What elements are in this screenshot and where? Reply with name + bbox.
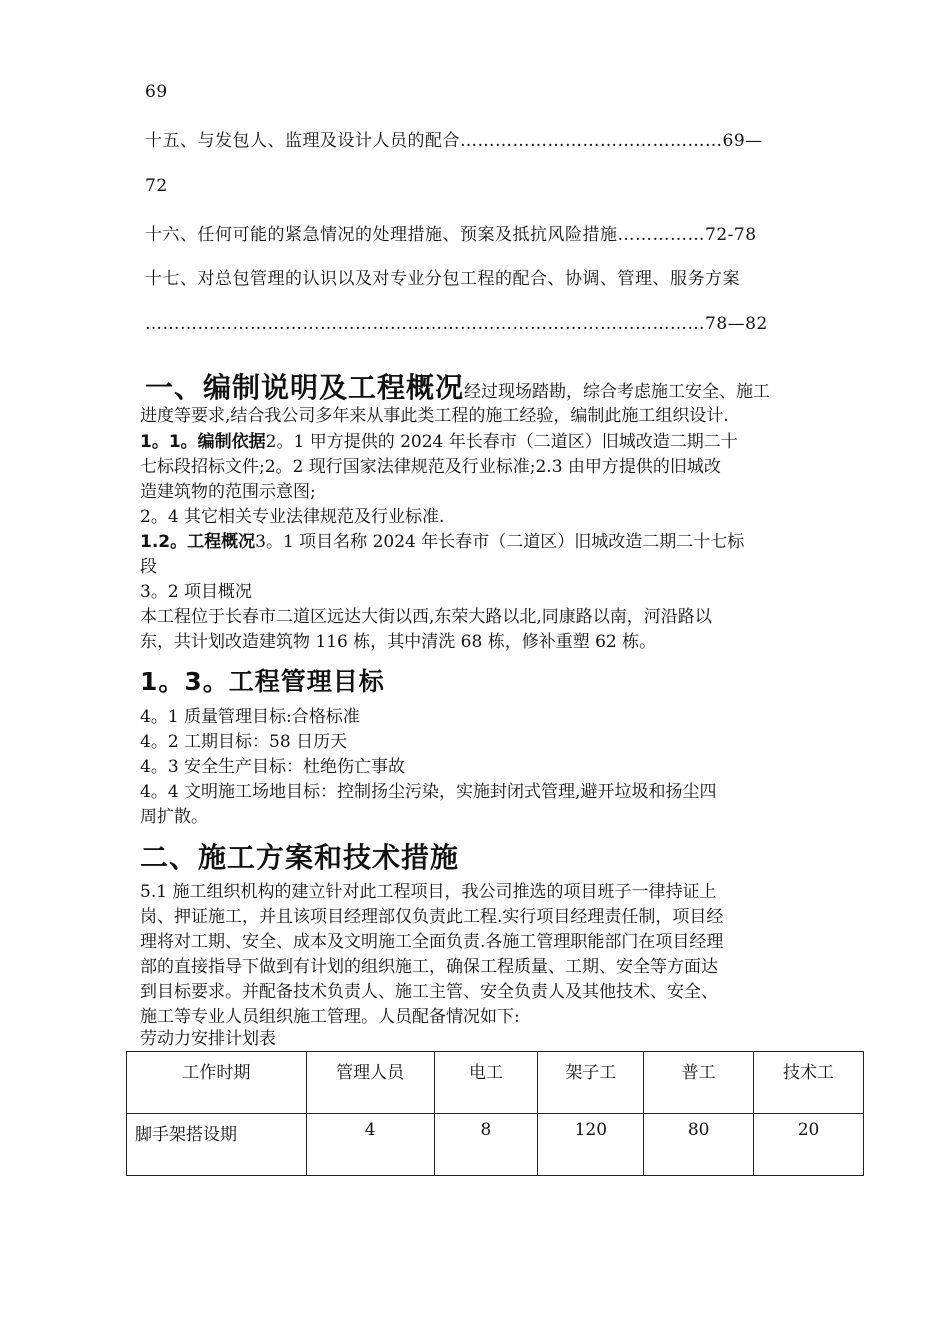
body-line: 4。1 质量管理目标:合格标准 (140, 707, 360, 727)
toc-line: 十六、任何可能的紧急情况的处理措施、预案及抵抗风险措施……………72-78 (145, 225, 757, 245)
toc-line: 十七、对总包管理的认识以及对专业分包工程的配合、协调、管理、服务方案 (145, 269, 740, 289)
toc-line: 72 (145, 176, 168, 196)
table-header-cell: 技术工 (754, 1052, 864, 1114)
body-line: 施工等专业人员组织施工管理。人员配备情况如下: (140, 1007, 520, 1027)
toc-line: 十五、与发包人、监理及设计人员的配合………………………………………69— (145, 131, 763, 151)
body-line: 岗、押证施工，并且该项目经理部仅负责此工程.实行项目经理责任制，项目经 (140, 907, 724, 927)
body-line: 4。2 工期目标：58 日历天 (140, 732, 348, 752)
table-cell: 4 (306, 1114, 434, 1176)
basis-row (140, 430, 738, 454)
table-cell: 120 (538, 1114, 644, 1176)
toc-line: 69 (145, 82, 168, 102)
body-text: 2。1 甲方提供的 2024 年长春市（二道区）旧城改造二期二十 (265, 432, 738, 452)
table-header-cell: 工作时期 (127, 1052, 307, 1114)
body-line: 东，共计划改造建筑物 116 栋，其中清洗 68 栋，修补重塑 62 栋。 (140, 632, 657, 652)
table-cell: 80 (644, 1114, 754, 1176)
section-heading: 二、施工方案和技术措施 (140, 841, 460, 874)
table-row (127, 1114, 864, 1176)
body-line: 4。4 文明施工场地目标：控制扬尘污染，实施封闭式管理,避开垃圾和扬尘四 (140, 782, 717, 802)
body-line: 部的直接指导下做到有计划的组织施工，确保工程质量、工期、安全等方面达 (140, 957, 718, 977)
body-line: 到目标要求。并配备技术负责人、施工主管、安全负责人及其他技术、安全、 (140, 982, 718, 1002)
section-heading: 一、编制说明及工程概况 (145, 371, 465, 404)
subsection-label: 1.2。工程概况 (140, 532, 256, 552)
table-cell: 20 (754, 1114, 864, 1176)
table-header-cell: 普工 (644, 1052, 754, 1114)
body-text: 3。1 项目名称 2024 年长春市（二道区）旧城改造二期二十七标 (255, 532, 745, 552)
table-caption: 劳动力安排计划表 (140, 1029, 276, 1049)
subsection-label: 1。1。编制依据 (140, 432, 266, 452)
body-line: 周扩散。 (140, 807, 208, 827)
body-line: 理将对工期、安全、成本及文明施工全面负责.各施工管理职能部门在项目经理 (140, 932, 724, 952)
section1-heading-row (145, 366, 770, 406)
labor-plan-table (126, 1051, 864, 1176)
body-line: 5.1 施工组织机构的建立针对此工程项目，我公司推选的项目班子一律持证上 (140, 882, 717, 902)
table-header-row (127, 1052, 864, 1114)
intro-text: 经过现场踏勘，综合考虑施工安全、施工 (464, 382, 771, 402)
table-cell: 8 (434, 1114, 538, 1176)
table-cell: 脚手架搭设期 (127, 1114, 307, 1176)
body-line: 段 (140, 557, 157, 577)
body-line: 七标段招标文件;2。2 现行国家法律规范及行业标准;2.3 由甲方提供的旧城改 (140, 457, 721, 477)
overview-row (140, 530, 744, 554)
table-header-cell: 管理人员 (306, 1052, 434, 1114)
body-line: 4。3 安全生产目标：杜绝伤亡事故 (140, 757, 406, 777)
table-header-cell: 架子工 (538, 1052, 644, 1114)
body-line: 造建筑物的范围示意图; (140, 482, 316, 502)
toc-line: ……………………………………………………………………………………78—82 (145, 314, 768, 334)
table-header-cell: 电工 (434, 1052, 538, 1114)
section-heading: 1。3。工程管理目标 (140, 667, 385, 696)
body-line: 2。4 其它相关专业法律规范及行业标准. (140, 507, 445, 527)
body-line: 进度等要求,结合我公司多年来从事此类工程的施工经验，编制此施工组织设计. (140, 406, 729, 426)
body-line: 本工程位于长春市二道区远达大街以西,东荣大路以北,同康路以南，河沿路以 (140, 607, 712, 627)
body-line: 3。2 项目概况 (140, 582, 253, 602)
